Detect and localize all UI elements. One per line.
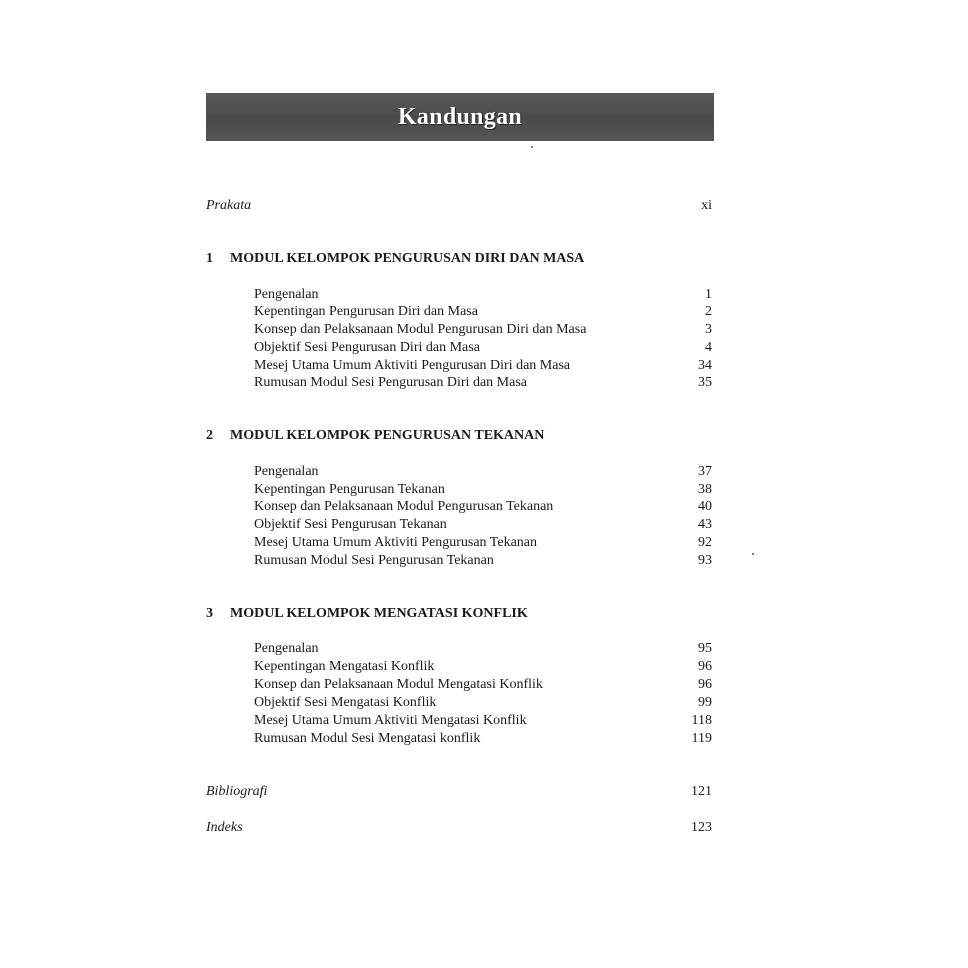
toc-entry[interactable] — [254, 676, 714, 694]
toc-page-number: 96 — [698, 677, 712, 692]
toc-entry-label: Mesej Utama Umum Aktiviti Pengurusan Tekanan — [254, 535, 537, 550]
toc-page-number: 119 — [691, 731, 712, 746]
toc-entry[interactable] — [254, 463, 714, 481]
toc-entry[interactable] — [254, 694, 714, 712]
toc-entry[interactable] — [254, 357, 714, 375]
toc-entry-label: Objektif Sesi Mengatasi Konflik — [254, 695, 437, 710]
toc-page-number: 92 — [698, 535, 712, 550]
toc-page-number: 1 — [705, 287, 712, 302]
toc-entry[interactable] — [254, 374, 714, 392]
chapter-number: 3 — [206, 606, 213, 621]
toc-entry-bibliografi[interactable] — [206, 783, 714, 801]
toc-entry[interactable] — [254, 658, 714, 676]
toc-entry[interactable] — [254, 516, 714, 534]
toc-page-number: xi — [701, 198, 712, 213]
toc-page-number: 95 — [698, 641, 712, 656]
toc-page-number: 118 — [691, 713, 712, 728]
toc-page-number: 4 — [705, 340, 712, 355]
toc-entry[interactable] — [254, 481, 714, 499]
toc-entry-label: Konsep dan Pelaksanaan Modul Pengurusan Tekanan — [254, 499, 554, 514]
chapter-number: 2 — [206, 428, 213, 443]
chapter-heading-1[interactable] — [206, 250, 714, 268]
toc-entry-label: Bibliografi — [206, 784, 268, 799]
toc-entry-label: Kepentingan Mengatasi Konflik — [254, 659, 435, 674]
toc-entry-label: Konsep dan Pelaksanaan Modul Mengatasi Konflik — [254, 677, 543, 692]
toc-page-number: 37 — [698, 464, 712, 479]
toc-entry-label: Konsep dan Pelaksanaan Modul Pengurusan Diri dan Masa — [254, 322, 587, 337]
toc-page-number: 121 — [691, 784, 712, 799]
toc-entry-label: Mesej Utama Umum Aktiviti Mengatasi Konflik — [254, 713, 527, 728]
toc-page-number: 96 — [698, 659, 712, 674]
toc-page-number: 43 — [698, 517, 712, 532]
toc-page-number: 123 — [691, 820, 712, 835]
toc-entry[interactable] — [254, 303, 714, 321]
toc-entry-label: Pengenalan — [254, 287, 319, 302]
toc-entry-label: Objektif Sesi Pengurusan Tekanan — [254, 517, 447, 532]
chapter-title: MODUL KELOMPOK MENGATASI KONFLIK — [230, 606, 528, 621]
page-title: Kandungan — [397, 103, 523, 130]
scan-speck — [752, 553, 754, 555]
chapter-heading-2[interactable] — [206, 427, 714, 445]
toc-entry[interactable] — [254, 534, 714, 552]
toc-entry-label: Rumusan Modul Sesi Pengurusan Diri dan Masa — [254, 375, 527, 390]
toc-entry[interactable] — [254, 552, 714, 570]
toc-entry-label: Kepentingan Pengurusan Tekanan — [254, 482, 445, 497]
toc-entry[interactable] — [254, 321, 714, 339]
toc-entry-indeks[interactable] — [206, 819, 714, 837]
toc-entry-label: Rumusan Modul Sesi Mengatasi konflik — [254, 731, 481, 746]
toc-entry-label: Pengenalan — [254, 464, 319, 479]
heading-banner — [206, 93, 714, 141]
toc-entry-label: Mesej Utama Umum Aktiviti Pengurusan Diri dan Masa — [254, 358, 571, 373]
toc-page-number: 2 — [705, 304, 712, 319]
toc-entry[interactable] — [254, 339, 714, 357]
toc-page-number: 34 — [698, 358, 712, 373]
toc-page-number: 3 — [705, 322, 712, 337]
toc-entry[interactable] — [254, 712, 714, 730]
chapter-title: MODUL KELOMPOK PENGURUSAN DIRI DAN MASA — [230, 251, 585, 266]
toc-entry-label: Kepentingan Pengurusan Diri dan Masa — [254, 304, 478, 319]
chapter-number: 1 — [206, 251, 213, 266]
toc-page-number: 40 — [698, 499, 712, 514]
chapter-heading-3[interactable] — [206, 605, 714, 623]
toc-entry-label: Objektif Sesi Pengurusan Diri dan Masa — [254, 340, 480, 355]
toc-entry-label: Indeks — [206, 820, 243, 835]
toc-page-number: 35 — [698, 375, 712, 390]
toc-entry[interactable] — [254, 498, 714, 516]
toc-page-number: 38 — [698, 482, 712, 497]
toc-entry[interactable] — [254, 640, 714, 658]
toc-entry-prakata[interactable] — [206, 197, 714, 215]
toc-entry-label: Pengenalan — [254, 641, 319, 656]
toc-entry[interactable] — [254, 286, 714, 304]
toc-entry[interactable] — [254, 730, 714, 748]
toc-entry-label: Prakata — [206, 198, 252, 213]
chapter-title: MODUL KELOMPOK PENGURUSAN TEKANAN — [230, 428, 545, 443]
scan-speck — [531, 146, 533, 148]
toc-entry-label: Rumusan Modul Sesi Pengurusan Tekanan — [254, 553, 494, 568]
toc-page-number: 99 — [698, 695, 712, 710]
toc-page-number: 93 — [698, 553, 712, 568]
